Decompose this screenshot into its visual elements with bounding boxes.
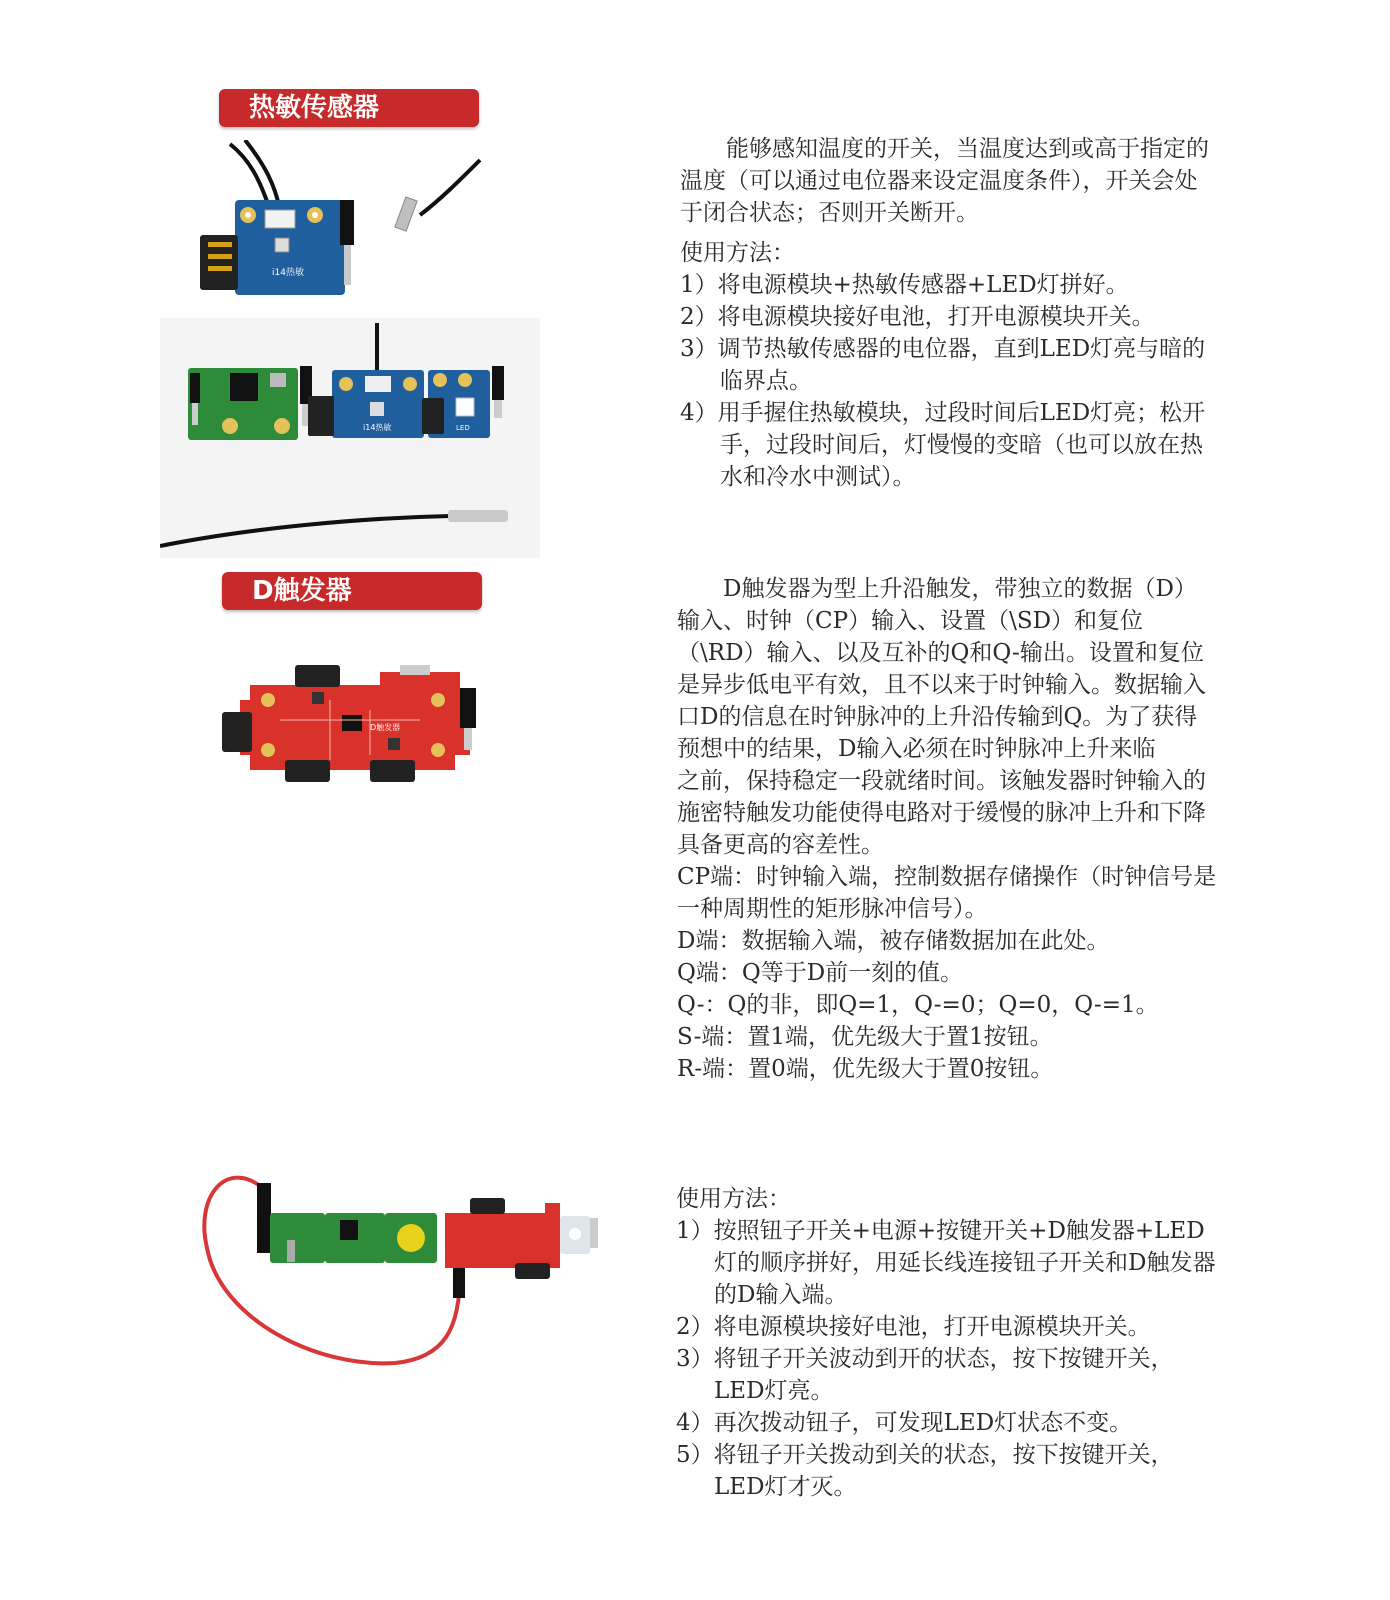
dflipflop-step: 2）将电源模块接好电池，打开电源模块开关。 — [676, 1314, 1151, 1340]
dflipflop-usage-title: 使用方法： — [676, 1186, 791, 1212]
dflipflop-usage — [676, 1183, 1221, 1503]
board-label-led: LED — [456, 424, 470, 432]
dflipflop-step: 1）按照钮子开关+电源+按键开关+D触发器+LED灯的顺序拼好，用延长线连接钮子开关和D触发器的D输入端。 — [676, 1218, 1216, 1308]
dflipflop-pin: R-端：置0端，优先级大于置0按钮。 — [677, 1056, 1054, 1082]
thermal-step: 1）将电源模块+热敏传感器+LED灯拼好。 — [680, 272, 1129, 298]
dflipflop-pin: Q端：Q等于D前一刻的值。 — [677, 960, 964, 986]
dflipflop-pin: CP端：时钟输入端，控制数据存储操作（时钟信号是一种周期性的矩形脉冲信号）。 — [677, 864, 1217, 922]
dflipflop-description: D触发器为型上升沿触发，带独立的数据（D）输入、时钟（CP）输入、设置（\SD）和复位（\RD）输入、以及互补的Q和Q-输出。设置和复位是异步低电平有效，且不以来于时钟输入。数据输入口D的信息在时钟脉冲的上升沿传输到Q。为了获得预想中的结果，D输入必须在时钟脉冲上升来临 — [677, 576, 1206, 762]
thermal-description: 能够感知温度的开关，当温度达到或高于指定的温度（可以通过电位器来设定温度条件），开关会处于闭合状态；否则开关断开。 — [680, 136, 1209, 226]
thermal-assembly-photo — [160, 318, 540, 558]
thermal-step: 2）将电源模块接好电池，打开电源模块开关。 — [680, 304, 1155, 330]
thermal-sensor-photo — [190, 140, 490, 305]
dflipflop-pin: S-端：置1端，优先级大于置1按钮。 — [677, 1024, 1053, 1050]
section-title-thermal: 热敏传感器 — [219, 89, 479, 127]
thermal-step: 4）用手握住热敏模块，过段时间后LED灯亮；松开手，过段时间后，灯慢慢的变暗（也可以放在热水和冷水中测试）。 — [680, 400, 1206, 490]
dflipflop-photo — [220, 660, 485, 785]
dflipflop-assembly-photo — [195, 1158, 605, 1373]
dflipflop-pin: Q-：Q的非，即Q=1，Q-=0；Q=0，Q-=1。 — [677, 992, 1159, 1018]
dflipflop-step: 3）将钮子开关波动到开的状态，按下按键开关，LED灯亮。 — [676, 1346, 1174, 1404]
thermal-usage-title: 使用方法： — [680, 240, 795, 266]
dflipflop-step: 4）再次拨动钮子，可发现LED灯状态不变。 — [676, 1410, 1133, 1436]
board-label-thermal: i14热敏 — [272, 268, 304, 278]
thermal-step: 3）调节热敏传感器的电位器，直到LED灯亮与暗的临界点。 — [680, 336, 1206, 394]
dflipflop-text — [677, 573, 1217, 1085]
board-label-dflipflop: D触发器 — [370, 723, 401, 732]
board-label-thermal-2: i14热敏 — [363, 423, 392, 432]
dflipflop-description-cont: 之前，保持稳定一段就绪时间。该触发器时钟输入的施密特触发功能使得电路对于缓慢的脉冲上升和下降具备更高的容差性。 — [677, 768, 1206, 858]
thermal-text — [680, 133, 1220, 493]
dflipflop-pin: D端：数据输入端，被存储数据加在此处。 — [677, 928, 1110, 954]
section-title-dflipflop: D触发器 — [222, 572, 482, 610]
dflipflop-step: 5）将钮子开关拨动到关的状态，按下按键开关，LED灯才灭。 — [676, 1442, 1174, 1500]
